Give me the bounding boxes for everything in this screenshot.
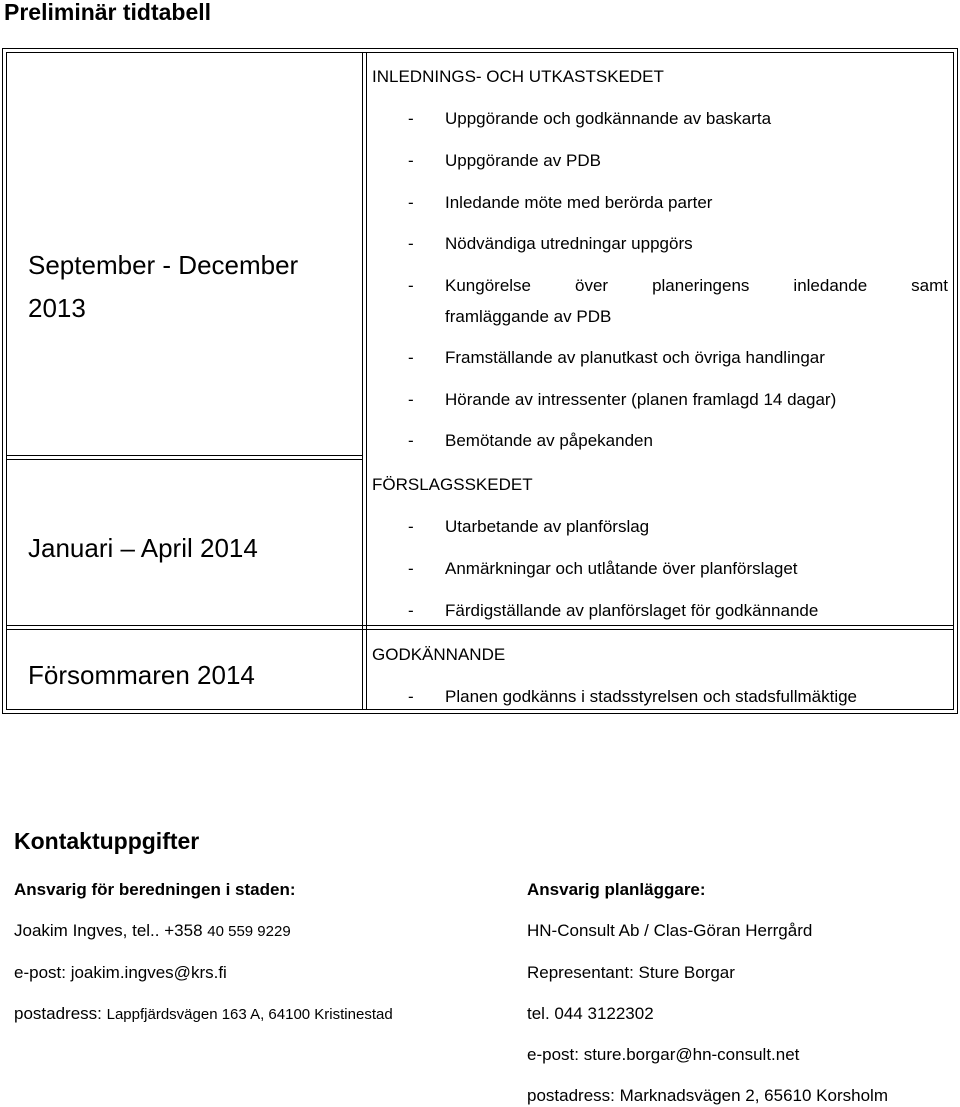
right-contact-heading: Ansvarig planläggare: xyxy=(527,880,706,899)
list-item-text: Framställande av planutkast och övriga handlingar xyxy=(445,348,825,367)
list-dash: - xyxy=(408,559,414,578)
list-dash: - xyxy=(408,234,414,253)
list-item-text: Nödvändiga utredningar uppgörs xyxy=(445,234,693,253)
list-dash: - xyxy=(408,390,414,409)
list-item-text: Kungörelse över planeringens inledande samt xyxy=(445,276,948,295)
left-contact-phone: 40 559 9229 xyxy=(207,923,291,940)
list-item-text: Anmärkningar och utlåtande över planförslaget xyxy=(445,559,798,578)
left-contact-email[interactable]: e-post: joakim.ingves@krs.fi xyxy=(14,963,227,982)
list-dash: - xyxy=(408,109,414,128)
page-title: Preliminär tidtabell xyxy=(4,0,212,25)
right-contact-representative: Representant: Sture Borgar xyxy=(527,963,735,982)
left-contact-address-label: postadress: xyxy=(14,1004,102,1023)
phase-heading-inledning: INLEDNINGS- OCH UTKASTSKEDET xyxy=(372,67,664,86)
list-dash: - xyxy=(408,517,414,536)
list-item-text: Bemötande av påpekanden xyxy=(445,431,653,450)
right-contact-email[interactable]: e-post: sture.borgar@hn-consult.net xyxy=(527,1045,800,1064)
list-item-text: Planen godkänns i stadsstyrelsen och stadsfullmäktige xyxy=(445,687,858,706)
list-item-text: framläggande av PDB xyxy=(445,307,612,326)
period-forsommaren-2014: Försommaren 2014 xyxy=(28,660,255,690)
right-contact-phone: tel. 044 3122302 xyxy=(527,1004,654,1023)
list-dash: - xyxy=(408,276,414,295)
right-contact-company: HN-Consult Ab / Clas-Göran Herrgård xyxy=(527,921,813,940)
list-dash: - xyxy=(408,348,414,367)
list-item-text: Utarbetande av planförslag xyxy=(445,517,650,536)
list-dash: - xyxy=(408,687,414,706)
list-item-text: Hörande av intressenter (planen framlagd 14 dagar) xyxy=(445,390,837,409)
list-dash: - xyxy=(408,151,414,170)
left-contact-phone-line xyxy=(14,920,291,943)
column-divider xyxy=(362,53,367,709)
list-item-text: Uppgörande och godkännande av baskarta xyxy=(445,109,772,128)
list-dash: - xyxy=(408,431,414,450)
left-contact-address-line xyxy=(14,1003,393,1026)
row-divider-2 xyxy=(7,625,953,630)
period-jan-apr-2014: Januari – April 2014 xyxy=(28,533,258,563)
left-contact-address: Lappfjärdsvägen 163 A, 64100 Kristinestad xyxy=(106,1006,393,1023)
phase-heading-godkannande: GODKÄNNANDE xyxy=(372,645,506,664)
row-divider-1 xyxy=(7,455,362,460)
left-contact-name: Joakim Ingves, tel.. +358 xyxy=(14,921,203,940)
list-item-text: Uppgörande av PDB xyxy=(445,151,601,170)
list-dash: - xyxy=(408,193,414,212)
list-item-text: Färdigställande av planförslaget för godkännande xyxy=(445,601,819,620)
left-contact-heading: Ansvarig för beredningen i staden: xyxy=(14,880,296,899)
list-item-text: Inledande möte med berörda parter xyxy=(445,193,713,212)
period-sep-dec-2013: September - December 2013 xyxy=(28,250,299,323)
phase-heading-forslag: FÖRSLAGSSKEDET xyxy=(372,475,533,494)
right-contact-address: postadress: Marknadsvägen 2, 65610 Korsholm xyxy=(527,1086,888,1105)
list-dash: - xyxy=(408,601,414,620)
contacts-title: Kontaktuppgifter xyxy=(14,828,200,854)
